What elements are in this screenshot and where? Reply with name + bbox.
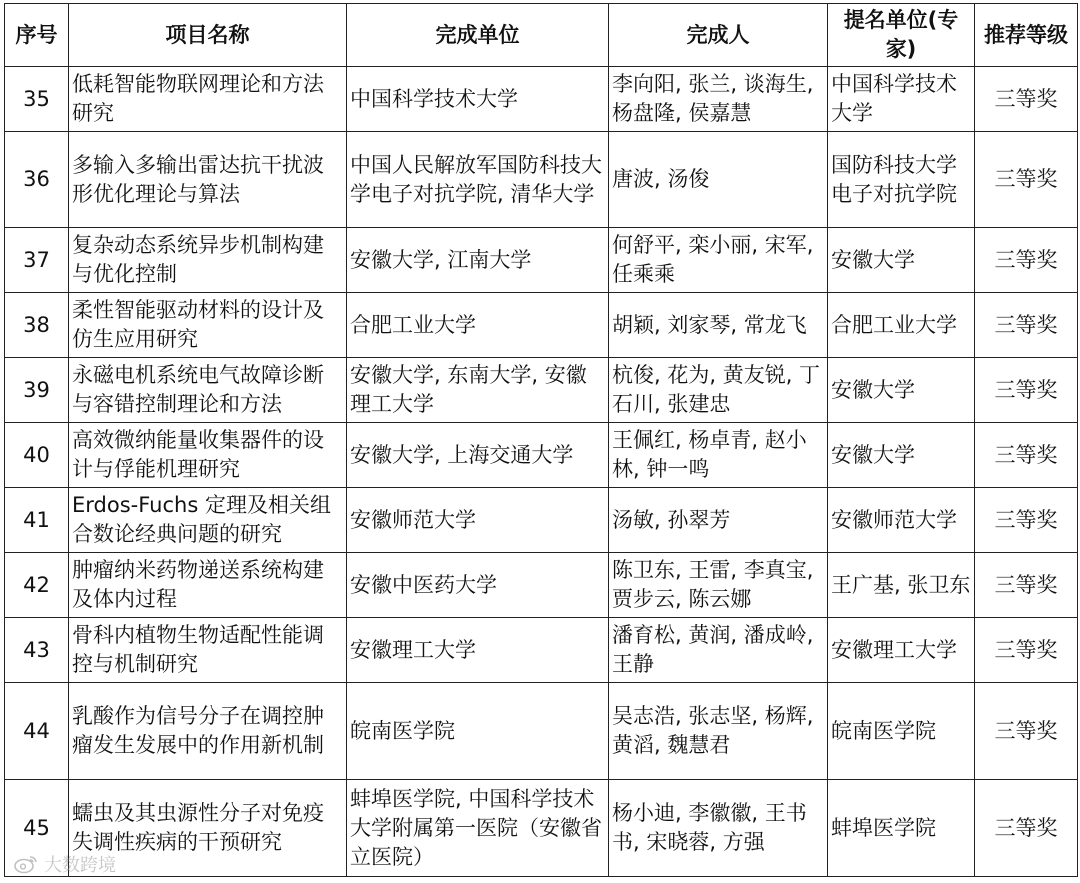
cell-grade: 三等奖 <box>975 67 1078 132</box>
cell-unit: 合肥工业大学 <box>347 293 609 358</box>
cell-project: 复杂动态系统异步机制构建与优化控制 <box>69 228 347 293</box>
header-people: 完成人 <box>609 4 828 67</box>
cell-grade: 三等奖 <box>975 132 1078 228</box>
cell-num: 38 <box>5 293 69 358</box>
header-project: 项目名称 <box>69 4 347 67</box>
cell-grade: 三等奖 <box>975 618 1078 683</box>
cell-project: 低耗智能物联网理论和方法研究 <box>69 67 347 132</box>
header-num: 序号 <box>5 4 69 67</box>
cell-num: 36 <box>5 132 69 228</box>
cell-nominator: 皖南医学院 <box>828 683 975 780</box>
cell-people: 何舒平, 栾小丽, 宋军, 任乘乘 <box>609 228 828 293</box>
cell-nominator: 国防科技大学电子对抗学院 <box>828 132 975 228</box>
cell-nominator: 安徽师范大学 <box>828 488 975 553</box>
cell-project: 多输入多输出雷达抗干扰波形优化理论与算法 <box>69 132 347 228</box>
table-row <box>5 488 1078 553</box>
cell-num: 40 <box>5 423 69 488</box>
cell-grade: 三等奖 <box>975 423 1078 488</box>
table-row <box>5 67 1078 132</box>
cell-num: 41 <box>5 488 69 553</box>
header-row <box>5 4 1078 67</box>
cell-num: 45 <box>5 780 69 877</box>
table-row <box>5 132 1078 228</box>
header-unit: 完成单位 <box>347 4 609 67</box>
cell-nominator: 王广基, 张卫东 <box>828 553 975 618</box>
cell-unit: 安徽大学, 东南大学, 安徽理工大学 <box>347 358 609 423</box>
cell-nominator: 安徽大学 <box>828 423 975 488</box>
cell-unit: 安徽师范大学 <box>347 488 609 553</box>
table-row <box>5 780 1078 877</box>
cell-grade: 三等奖 <box>975 488 1078 553</box>
cell-unit: 中国科学技术大学 <box>347 67 609 132</box>
cell-nominator: 合肥工业大学 <box>828 293 975 358</box>
cell-people: 潘育松, 黄润, 潘成岭, 王静 <box>609 618 828 683</box>
table-row <box>5 358 1078 423</box>
cell-people: 吴志浩, 张志坚, 杨辉, 黄滔, 魏慧君 <box>609 683 828 780</box>
cell-people: 王佩红, 杨卓青, 赵小林, 钟一鸣 <box>609 423 828 488</box>
cell-grade: 三等奖 <box>975 228 1078 293</box>
cell-nominator: 安徽大学 <box>828 358 975 423</box>
cell-grade: 三等奖 <box>975 683 1078 780</box>
cell-nominator: 中国科学技术大学 <box>828 67 975 132</box>
cell-unit: 安徽中医药大学 <box>347 553 609 618</box>
cell-unit: 中国人民解放军国防科技大学电子对抗学院, 清华大学 <box>347 132 609 228</box>
table-row <box>5 683 1078 780</box>
watermark-text: 大数跨境 <box>44 855 116 876</box>
cell-unit: 安徽大学, 上海交通大学 <box>347 423 609 488</box>
header-grade: 推荐等级 <box>975 4 1078 67</box>
cell-people: 唐波, 汤俊 <box>609 132 828 228</box>
cell-people: 杭俊, 花为, 黄友锐, 丁石川, 张建忠 <box>609 358 828 423</box>
awards-table <box>4 3 1078 877</box>
table-row <box>5 423 1078 488</box>
cell-unit: 皖南医学院 <box>347 683 609 780</box>
table-row <box>5 553 1078 618</box>
table-row <box>5 618 1078 683</box>
table-row <box>5 228 1078 293</box>
cell-project: 蠕虫及其虫源性分子对免疫失调性疾病的干预研究 <box>69 780 347 877</box>
cell-people: 杨小迪, 李徽徽, 王书书, 宋晓蓉, 方强 <box>609 780 828 877</box>
cell-people: 汤敏, 孙翠芳 <box>609 488 828 553</box>
cell-nominator: 安徽理工大学 <box>828 618 975 683</box>
cell-num: 43 <box>5 618 69 683</box>
cell-project: 高效微纳能量收集器件的设计与俘能机理研究 <box>69 423 347 488</box>
cell-grade: 三等奖 <box>975 553 1078 618</box>
cell-project: 乳酸作为信号分子在调控肿瘤发生发展中的作用新机制 <box>69 683 347 780</box>
cell-nominator: 安徽大学 <box>828 228 975 293</box>
cell-num: 42 <box>5 553 69 618</box>
cell-num: 39 <box>5 358 69 423</box>
cell-num: 35 <box>5 67 69 132</box>
cell-num: 37 <box>5 228 69 293</box>
header-nominator: 提名单位(专家) <box>828 4 975 67</box>
cell-people: 陈卫东, 王雷, 李真宝, 贾步云, 陈云娜 <box>609 553 828 618</box>
cell-project: 肿瘤纳米药物递送系统构建及体内过程 <box>69 553 347 618</box>
cell-grade: 三等奖 <box>975 293 1078 358</box>
cell-project: 永磁电机系统电气故障诊断与容错控制理论和方法 <box>69 358 347 423</box>
weibo-logo-icon <box>14 854 38 874</box>
cell-people: 胡颖, 刘家琴, 常龙飞 <box>609 293 828 358</box>
cell-unit: 蚌埠医学院, 中国科学技术大学附属第一医院（安徽省立医院） <box>347 780 609 877</box>
cell-project: 骨科内植物生物适配性能调控与机制研究 <box>69 618 347 683</box>
cell-project: 柔性智能驱动材料的设计及仿生应用研究 <box>69 293 347 358</box>
cell-grade: 三等奖 <box>975 358 1078 423</box>
cell-unit: 安徽大学, 江南大学 <box>347 228 609 293</box>
cell-grade: 三等奖 <box>975 780 1078 877</box>
cell-project: Erdos-Fuchs 定理及相关组合数论经典问题的研究 <box>69 488 347 553</box>
cell-people: 李向阳, 张兰, 谈海生, 杨盘隆, 侯嘉慧 <box>609 67 828 132</box>
watermark <box>14 851 116 877</box>
cell-unit: 安徽理工大学 <box>347 618 609 683</box>
cell-nominator: 蚌埠医学院 <box>828 780 975 877</box>
table-row <box>5 293 1078 358</box>
cell-num: 44 <box>5 683 69 780</box>
